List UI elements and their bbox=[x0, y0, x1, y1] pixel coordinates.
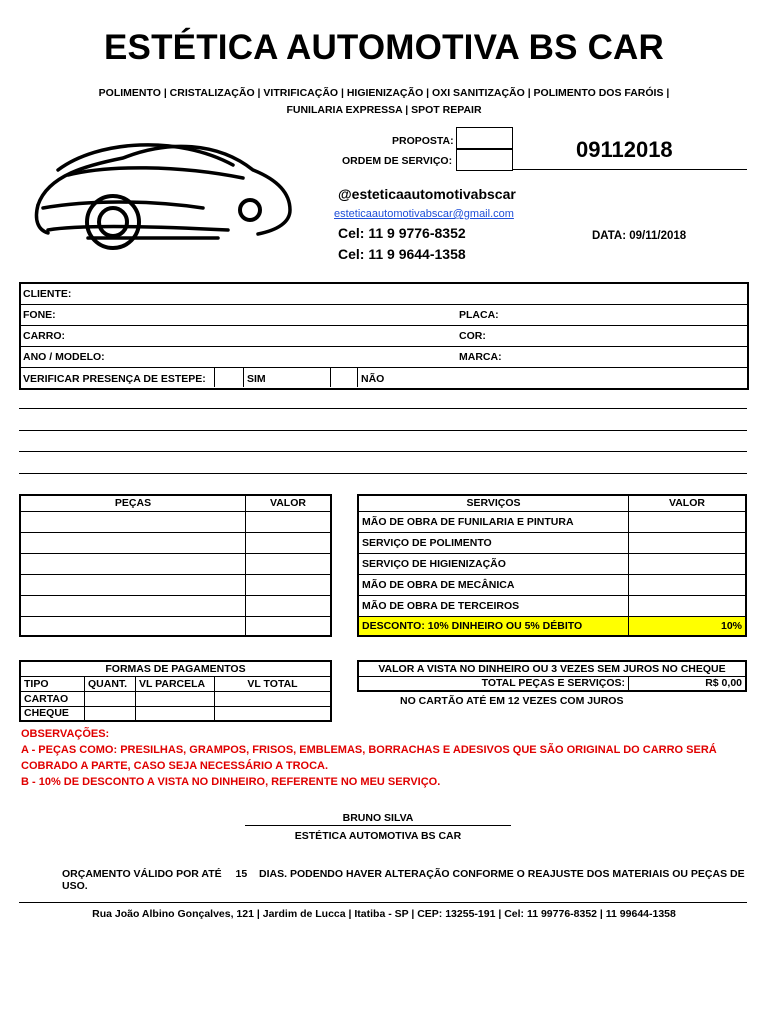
cliente-label: CLIENTE: bbox=[23, 288, 72, 300]
servico-value-cell[interactable] bbox=[629, 595, 747, 616]
services-line-2: FUNILARIA EXPRESSA | SPOT REPAIR bbox=[286, 104, 482, 116]
estepe-label: VERIFICAR PRESENÇA DE ESTEPE: bbox=[23, 373, 206, 385]
total-label: TOTAL PEÇAS E SERVIÇOS: bbox=[358, 676, 629, 691]
note-line[interactable] bbox=[19, 408, 747, 409]
servicos-table bbox=[357, 494, 747, 637]
pecas-header: PEÇAS bbox=[20, 495, 246, 511]
servico-name: SERVIÇO DE HIGIENIZAÇÃO bbox=[358, 553, 629, 574]
payments-header-total: VL TOTAL bbox=[215, 676, 332, 691]
payment-parcela-cell[interactable] bbox=[136, 706, 215, 721]
payment-type: CARTAO bbox=[20, 691, 85, 706]
payment-quant-cell[interactable] bbox=[85, 706, 136, 721]
pecas-table bbox=[19, 494, 332, 637]
date bbox=[592, 230, 686, 242]
discount-value: 10% bbox=[629, 616, 747, 636]
pecas-valor-header: VALOR bbox=[246, 495, 332, 511]
phone-1: Cel: 11 9 9776-8352 bbox=[338, 225, 466, 241]
payments-header-tipo: TIPO bbox=[20, 676, 85, 691]
proposta-field[interactable] bbox=[456, 127, 513, 150]
servico-name: SERVIÇO DE POLIMENTO bbox=[358, 532, 629, 553]
note-line[interactable] bbox=[19, 451, 747, 452]
pecas-cell[interactable] bbox=[20, 574, 246, 595]
services-line-1: POLIMENTO | CRISTALIZAÇÃO | VITRIFICAÇÃO | HIGIENIZAÇÃO | OXI SANITIZAÇÃO | POLIMENTO DOS FARÓIS | bbox=[98, 87, 670, 99]
note-line[interactable] bbox=[19, 430, 747, 431]
marca-label: MARCA: bbox=[459, 351, 502, 363]
ordem-servico-label: ORDEM DE SERVIÇO: bbox=[342, 155, 453, 167]
car-sketch-icon bbox=[28, 130, 298, 265]
footer-address: Rua João Albino Gonçalves, 121 | Jardim de Lucca | Itatiba - SP | CEP: 13255-191 | Cel: 11 99776-8352 | 11 99644-1358 bbox=[92, 908, 676, 920]
servico-name: MÃO DE OBRA DE FUNILARIA E PINTURA bbox=[358, 511, 629, 532]
date-label: DATA: bbox=[592, 230, 627, 242]
validity-days: 15 bbox=[235, 868, 248, 880]
carro-label: CARRO: bbox=[23, 330, 65, 342]
footer-divider bbox=[19, 902, 747, 903]
payment-total-cell[interactable] bbox=[215, 706, 332, 721]
signature-company: ESTÉTICA AUTOMOTIVA BS CAR bbox=[294, 830, 462, 842]
fone-label: FONE: bbox=[23, 309, 56, 321]
observation-b: B - 10% DE DESCONTO A VISTA NO DINHEIRO, REFERENTE NO MEU SERVIÇO. bbox=[21, 776, 441, 788]
totals-table bbox=[357, 660, 747, 692]
validity-prefix: ORÇAMENTO VÁLIDO POR ATÉ bbox=[62, 868, 222, 880]
servico-name: MÃO DE OBRA DE TERCEIROS bbox=[358, 595, 629, 616]
instagram-handle: @esteticaautomotivabscar bbox=[338, 186, 516, 202]
page-title: ESTÉTICA AUTOMOTIVA BS CAR bbox=[103, 28, 665, 67]
ano-modelo-label: ANO / MODELO: bbox=[23, 351, 105, 363]
pecas-cell[interactable] bbox=[20, 595, 246, 616]
note-line[interactable] bbox=[19, 473, 747, 474]
pecas-cell[interactable] bbox=[20, 511, 246, 532]
validity-text bbox=[62, 868, 768, 892]
servicos-header: SERVIÇOS bbox=[358, 495, 629, 511]
placa-label: PLACA: bbox=[459, 309, 499, 321]
pecas-cell[interactable] bbox=[20, 553, 246, 574]
estepe-nao-label: NÃO bbox=[361, 373, 385, 385]
signature-line bbox=[245, 825, 511, 826]
payment-total-cell[interactable] bbox=[215, 691, 332, 706]
servico-value-cell[interactable] bbox=[629, 511, 747, 532]
payment-type: CHEQUE bbox=[20, 706, 85, 721]
servico-name: MÃO DE OBRA DE MECÂNICA bbox=[358, 574, 629, 595]
observation-a-line-2: COBRADO A PARTE, CASO SEJA NECESSÁRIO A TROCA. bbox=[21, 760, 329, 772]
servico-value-cell[interactable] bbox=[629, 553, 747, 574]
pecas-value-cell[interactable] bbox=[246, 553, 332, 574]
pecas-value-cell[interactable] bbox=[246, 511, 332, 532]
signature-name: BRUNO SILVA bbox=[342, 812, 414, 824]
payment-quant-cell[interactable] bbox=[85, 691, 136, 706]
pecas-value-cell[interactable] bbox=[246, 574, 332, 595]
document-number: 09112018 bbox=[576, 137, 673, 162]
payments-header-quant: QUANT. bbox=[85, 676, 136, 691]
email-link[interactable]: esteticaautomotivabscar@gmail.com bbox=[334, 208, 514, 220]
totals-header: VALOR A VISTA NO DINHEIRO OU 3 VEZES SEM JUROS NO CHEQUE bbox=[358, 661, 746, 676]
pecas-value-cell[interactable] bbox=[246, 595, 332, 616]
observation-a-line-1: A - PEÇAS COMO: PRESILHAS, GRAMPOS, FRISOS, EMBLEMAS, BORRACHAS E ADESIVOS QUE SÃO ORIGINAL DO CARRO SERÁ bbox=[21, 744, 717, 756]
observations-title: OBSERVAÇÕES: bbox=[21, 728, 110, 740]
servico-value-cell[interactable] bbox=[629, 574, 747, 595]
discount-label: DESCONTO: 10% DINHEIRO OU 5% DÉBITO bbox=[358, 616, 629, 636]
pecas-value-cell[interactable] bbox=[246, 532, 332, 553]
estepe-sim-checkbox[interactable] bbox=[215, 368, 242, 386]
pecas-cell[interactable] bbox=[20, 616, 246, 636]
payments-table bbox=[19, 660, 332, 722]
proposta-label: PROPOSTA: bbox=[392, 135, 454, 147]
ordem-servico-field[interactable] bbox=[456, 148, 513, 171]
estepe-sim-label: SIM bbox=[247, 373, 266, 385]
servicos-valor-header: VALOR bbox=[629, 495, 747, 511]
cor-label: COR: bbox=[459, 330, 486, 342]
payment-parcela-cell[interactable] bbox=[136, 691, 215, 706]
servico-value-cell[interactable] bbox=[629, 532, 747, 553]
validity-suffix: DIAS. PODENDO HAVER ALTERAÇÃO CONFORME O REAJUSTE DOS MATERIAIS OU PEÇAS DE USO. bbox=[62, 868, 745, 892]
phone-2: Cel: 11 9 9644-1358 bbox=[338, 246, 466, 262]
estepe-nao-checkbox[interactable] bbox=[331, 368, 356, 386]
card-note: NO CARTÃO ATÉ EM 12 VEZES COM JUROS bbox=[400, 695, 624, 707]
payments-header-parcela: VL PARCELA bbox=[136, 676, 215, 691]
payments-title: FORMAS DE PAGAMENTOS bbox=[20, 661, 331, 676]
pecas-cell[interactable] bbox=[20, 532, 246, 553]
date-value: 09/11/2018 bbox=[629, 230, 687, 242]
pecas-value-cell[interactable] bbox=[246, 616, 332, 636]
total-value: R$ 0,00 bbox=[629, 676, 747, 691]
